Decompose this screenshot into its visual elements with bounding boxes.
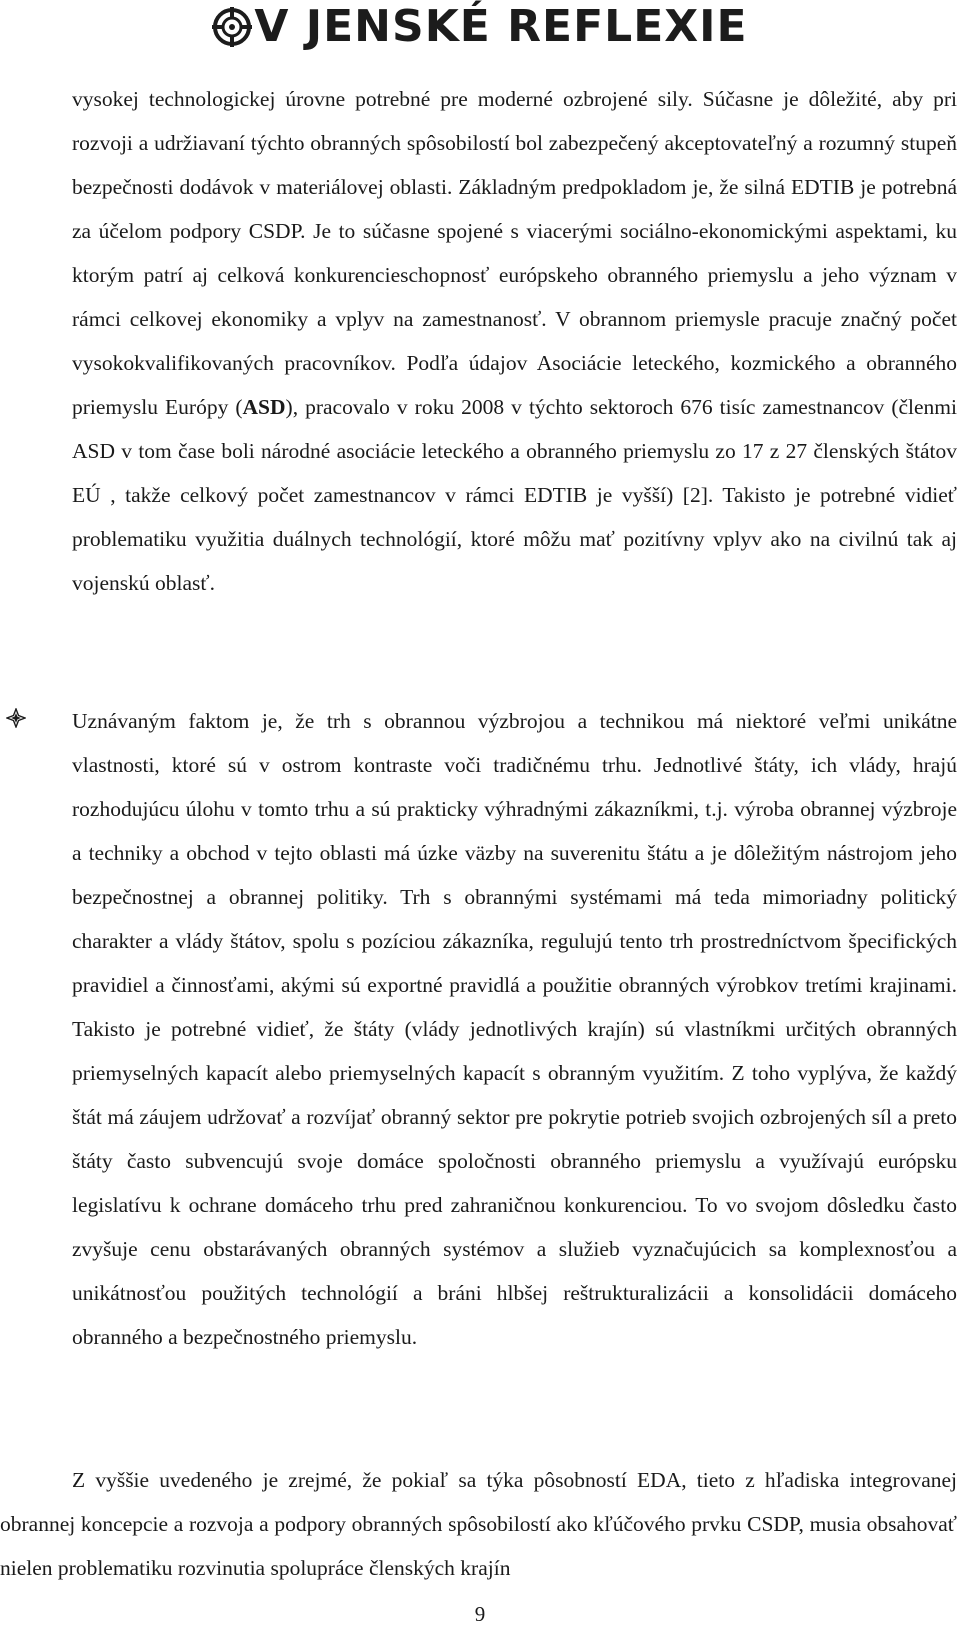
page-number: 9 [474, 1602, 486, 1626]
masthead-title-text: V JENSKÉ REFLEXIE [254, 1, 748, 52]
asd-abbreviation: ASD [242, 395, 286, 419]
paragraph-1-text-a: vysokej technologickej úrovne potrebné pre moderné ozbrojené sily. Súčasne je dôležité, aby pri rozvoji a udržiavaní týchto obranných spôsobilostí bol zabezpečený akceptovateľný a rozumný stupeň bezpečnosti dodávok v materiálovej oblasti. Základným predpokladom je, že silná EDTIB je potrebná za účelom podpory CSDP. Je to súčasne spojené s viacerými sociálno-ekonomickými aspektami, ku ktorým patrí aj celková konkurencieschopnosť európskeho obranného priemyslu a jeho význam v rámci celkovej ekonomiky a vplyv na zamestnanosť. V obrannom priemysle pracuje značný počet vysokokvalifikovaných pracovníkov. Podľa údajov Asociácie leteckého, kozmického a obranného priemyslu Európy ( [72, 87, 957, 419]
body-paragraph-1 [72, 77, 957, 605]
paragraph-1-text-b: ), pracovalo v roku 2008 v týchto sektoroch 676 tisíc zamestnancov (členmi ASD v tom čase boli národné asociácie leteckého a obranného priemyslu zo 17 z 27 členských štátov EÚ , takže celkový počet zamestnancov v rámci EDTIB je vyšší) [2]. Takisto je potrebné vidieť problematiku využitia duálnych technológií, ktoré môžu mať pozitívny vplyv ako na civilnú tak aj vojenskú oblasť. [72, 395, 957, 595]
body-paragraph-3: Z vyššie uvedeného je zrejmé, že pokiaľ sa týka pôsobností EDA, tieto z hľadiska integrovanej obrannej koncepcie a rozvoja a podpory obranných spôsobilostí ako kľúčového prvku CSDP, musia obsahovať nielen problematiku rozvinutia spolupráce členských krajín [0, 1468, 957, 1580]
crosshair-target-icon [212, 7, 252, 47]
masthead-title [212, 1, 748, 52]
diamond-bullet-icon [6, 708, 26, 728]
masthead [0, 1, 960, 52]
body-paragraph-2: Uznávaným faktom je, že trh s obrannou výzbrojou a technikou má niektoré veľmi unikátne vlastnosti, ktoré sú v ostrom kontraste voči tradičnému trhu. Jednotlivé štáty, ich vlády, hrajú rozhodujúcu úlohu v tomto trhu a sú prakticky výhradnými zákazníkmi, t.j. výroba obrannej výzbroje a techniky a obchod v tejto oblasti má úzke väzby na suverenitu štátu a je dôležitým nástrojom jeho bezpečnostnej a obrannej politiky. Trh s obrannými systémami má teda mimoriadny politický charakter a vlády štátov, spolu s pozíciou zákazníka, regulujú tento trh prostredníctvom špecifických pravidiel a činnosťami, akými sú exportné pravidlá a použitie obranných výrobkov tretími krajinami. Takisto je potrebné vidieť, že štáty (vlády jednotlivých krajín) sú vlastníkmi určitých obranných priemyselných kapacít alebo priemyselných kapacít s obranným využitím. Z toho vyplýva, že každý štát má záujem udržovať a rozvíjať obranný sektor pre pokrytie potrieb svojich ozbrojených síl a preto štáty často subvencujú svoje domáce spoločnosti obranného priemyslu a využívajú európsku legislatívu k ochrane domáceho trhu pred zahraničnou konkurenciou. To vo svojom dôsledku často zvyšuje cenu obstarávaných obranných systémov a služieb vyznačujúcich sa komplexnosťou a unikátnosťou použitých technológií a bráni hlbšej reštrukturalizácii a konsolidácii domáceho obranného a bezpečnostného priemyslu. [72, 709, 957, 1349]
